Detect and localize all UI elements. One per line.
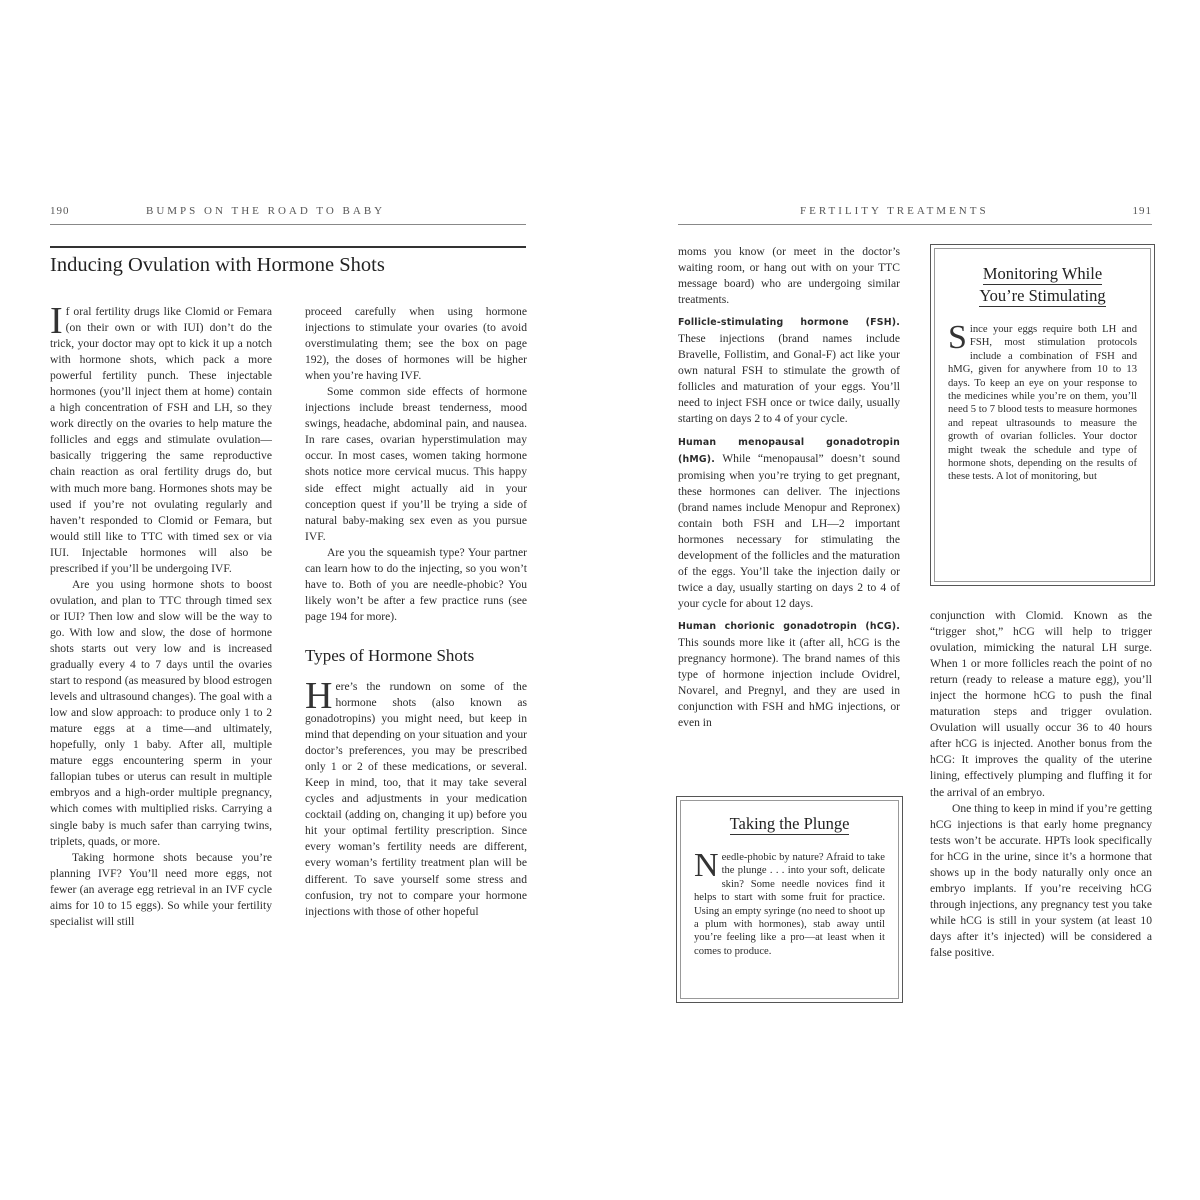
drop-cap: N: [694, 847, 719, 884]
paragraph: Some common side effects of hormone injections include breast tenderness, mood swings, headache, abdominal pain, and nausea. In rare cases, ovarian hyperstimulation may occur. In most cases, women taking hormone shots notice more cervical mucus. This happy side effect might actually aid in your conception quest if you’ll be trying a side of natural baby-making sex even as you pursue IVF.: [305, 385, 527, 543]
term-hcg: Human chorionic gonadotropin (hCG).: [678, 621, 900, 633]
right-column-1: [678, 244, 900, 782]
page-number-right: 191: [1132, 205, 1152, 217]
paragraph-hmg: Human menopausal gonadotropin (hMG). While “menopausal” doesn’t sound promising when you’re trying to get pregnant, these hormones can deliver. The injections (brand names include Menopur and Repronex) contain both FSH and LH—2 important hormones necessary for stimulating the development of the follicles and the maturation of the eggs. You’ll take the injection daily or twice a day, usually starting on days 2 to 4 of your cycle for about 12 days.: [678, 436, 900, 610]
drop-cap: S: [948, 323, 967, 356]
running-head-title-right: FERTILITY TREATMENTS: [800, 205, 989, 217]
running-head-right: [678, 205, 1152, 223]
right-page: [600, 0, 1200, 1200]
left-column-2: [305, 304, 527, 1010]
running-head-rule: [50, 224, 526, 225]
right-column-2: [930, 608, 1152, 1012]
box-text: Since your eggs require both LH and FSH, most stimulation protocols include a combination of FSH and hMG, given for anywhere from 10 to 13 days. To keep an eye on your response to the medicines while you’re on them, you’ll need 5 to 7 blood tests to measure hormones and repeat ultrasounds to measure the growth of ovarian follicles. Your doctor might tweak the schedule and type of hormone shots, depending on the results of these tests. A lot of monitoring, but: [948, 323, 1137, 483]
paragraph: Taking hormone shots because you’re planning IVF? You’ll need more eggs, not fewer (an average egg retrieval in an IVF cycle aims for 10 to 15 eggs). So while your fertility specialist will still: [50, 850, 272, 928]
running-head-rule: [678, 224, 1152, 225]
term-hmg: Human menopausal gonadotropin (hMG).: [678, 436, 900, 465]
paragraph: conjunction with Clomid. Known as the “trigger shot,” hCG will help to trigger ovulation, mimicking the natural LH surge. When 1 or more follicles reach the point of no return (ready to release a mature egg), you’ll inject the hormone hCG to push the final maturation steps and trigger ovulation. Ovulation will usually occur 36 to 40 hours after hCG is injected. Another bonus from the hCG: It improves the quality of the uterine lining, effectively plumping and fluffing it for the arrival of an embryo.: [930, 609, 1152, 799]
paragraph-hcg: Human chorionic gonadotropin (hCG). This sounds more like it (after all, hCG is the pregnancy hormone). The brand names of this type of hormone injection include Ovidrel, Novarel, and Pregnyl, and they are used in conjunction with FSH and hMG injections, or even in: [678, 621, 900, 730]
running-head-title-left: BUMPS ON THE ROAD TO BABY: [146, 205, 386, 217]
paragraph: Are you the squeamish type? Your partner can learn how to do the injecting, so you won’t have to. Both of you are needle-phobic? You likely won’t be after a few practice runs (see page 194 for more).: [305, 545, 527, 623]
page-number-left: 190: [50, 205, 70, 217]
term-fsh: Follicle-stimulating hormone (FSH).: [678, 317, 900, 329]
sidebar-box-monitoring: [930, 244, 1155, 586]
subheading-types-of-hormone-shots: Types of Hormone Shots: [305, 645, 475, 665]
sidebar-box-taking-the-plunge: [676, 796, 903, 1003]
paragraph: One thing to keep in mind if you’re getting hCG injections is that early home pregnancy tests won’t be accurate. HPTs look specifically for hCG in the urine, since it’s a hormone that shows up in the body naturally only once an embryo implants. If you’re receiving hCG through injections, any pregnancy test you take while hCG is still in your system (at least 10 days after it’s injected) will be considered a false positive.: [930, 801, 1152, 959]
drop-cap: H: [305, 674, 333, 717]
paragraph: Here’s the rundown on some of the hormone shots (also known as gonadotropins) you might need, but keep in mind that depending on your situation and your doctor’s preferences, you may be prescribed only 1 or 2 of these medications, or several. Keep in mind, too, that it may take several cycles and adjustments in your medication cocktail (adding on, changing it up) before you hit your optimal fertility prescription. Since every woman’s fertility needs are different, every woman’s fertility treatment plan will be different. To save yourself some stress and confusion, try not to compare your hormone injections with those of other hopeful: [305, 674, 527, 918]
box-title: Monitoring While You’re Stimulating: [979, 264, 1106, 305]
box-title: Taking the Plunge: [729, 814, 850, 833]
left-column-1: [50, 304, 272, 1010]
drop-cap: I: [50, 304, 63, 342]
paragraph: Are you using hormone shots to boost ovulation, and plan to TTC through timed sex or IUI? Then low and slow will be the way to go. With low and slow, the dose of hormone shots starts out very low and is increased gradually every 4 to 7 days until the ovaries start to respond (as measured by blood estrogen levels and ultrasound changes). The goal with a low and slow approach: to produce only 1 to 2 mature eggs at a time—and ultimately, hopefully, only 1 baby. After all, multiple mature eggs encountering sperm in your fallopian tubes or uterus can result in multiple embryos and a high-order multiple pregnancy, which comes with multiplied risks. Carrying a single baby is much safer than carrying twins, triplets, quads, or more.: [50, 577, 272, 848]
heading-rule: [50, 246, 526, 248]
section-heading: Inducing Ovulation with Hormone Shots: [50, 254, 385, 276]
sidebar-box-inner: [934, 248, 1151, 582]
sidebar-box-inner: [680, 800, 899, 999]
running-head-left: [50, 205, 526, 223]
paragraph: proceed carefully when using hormone injections to stimulate your ovaries (to avoid overstimulating them; see the box on page 192), the doses of hormones will be higher when you’re having IVF.: [305, 305, 527, 383]
paragraph-fsh: Follicle-stimulating hormone (FSH). These injections (brand names include Bravelle, Follistim, and Gonal-F) act like your own natural FSH to stimulate the growth of follicles and maturation of your eggs. You’ll need to inject FSH once or twice daily, usually starting on days 2 to 4 of your cycle.: [678, 317, 900, 426]
paragraph: moms you know (or meet in the doctor’s waiting room, or hang out with on your TTC message board) who are undergoing similar treatments.: [678, 245, 900, 307]
paragraph: If oral fertility drugs like Clomid or Femara (on their own or with IUI) don’t do the trick, your doctor may opt to kick it up a notch with hormone shots, which pack a more powerful fertility punch. These injectable hormones (you’ll inject them at home) contain a high concentration of FSH and LH, so they work directly on the ovaries to help mature the follicles and eggs and stimulate ovulation—basically triggering the same reproductive chain reaction as oral fertility drugs do, but with much more bang. Hormones shots may be used if you’re not ovulating regularly and haven’t responded to Clomid or Femara, but would still like to TTC with timed sex or via IUI. Injectable hormones will also be prescribed if you’ll be undergoing IVF.: [50, 304, 272, 575]
box-text: Needle-phobic by nature? Afraid to take the plunge . . . into your soft, delicate skin? Some needle novices find it helps to start with some fruit for practice. Using an empty syringe (no need to shoot up a plum with hormones), stab away until you’re feeling like a pro—at least when it comes to produce.: [694, 847, 885, 957]
